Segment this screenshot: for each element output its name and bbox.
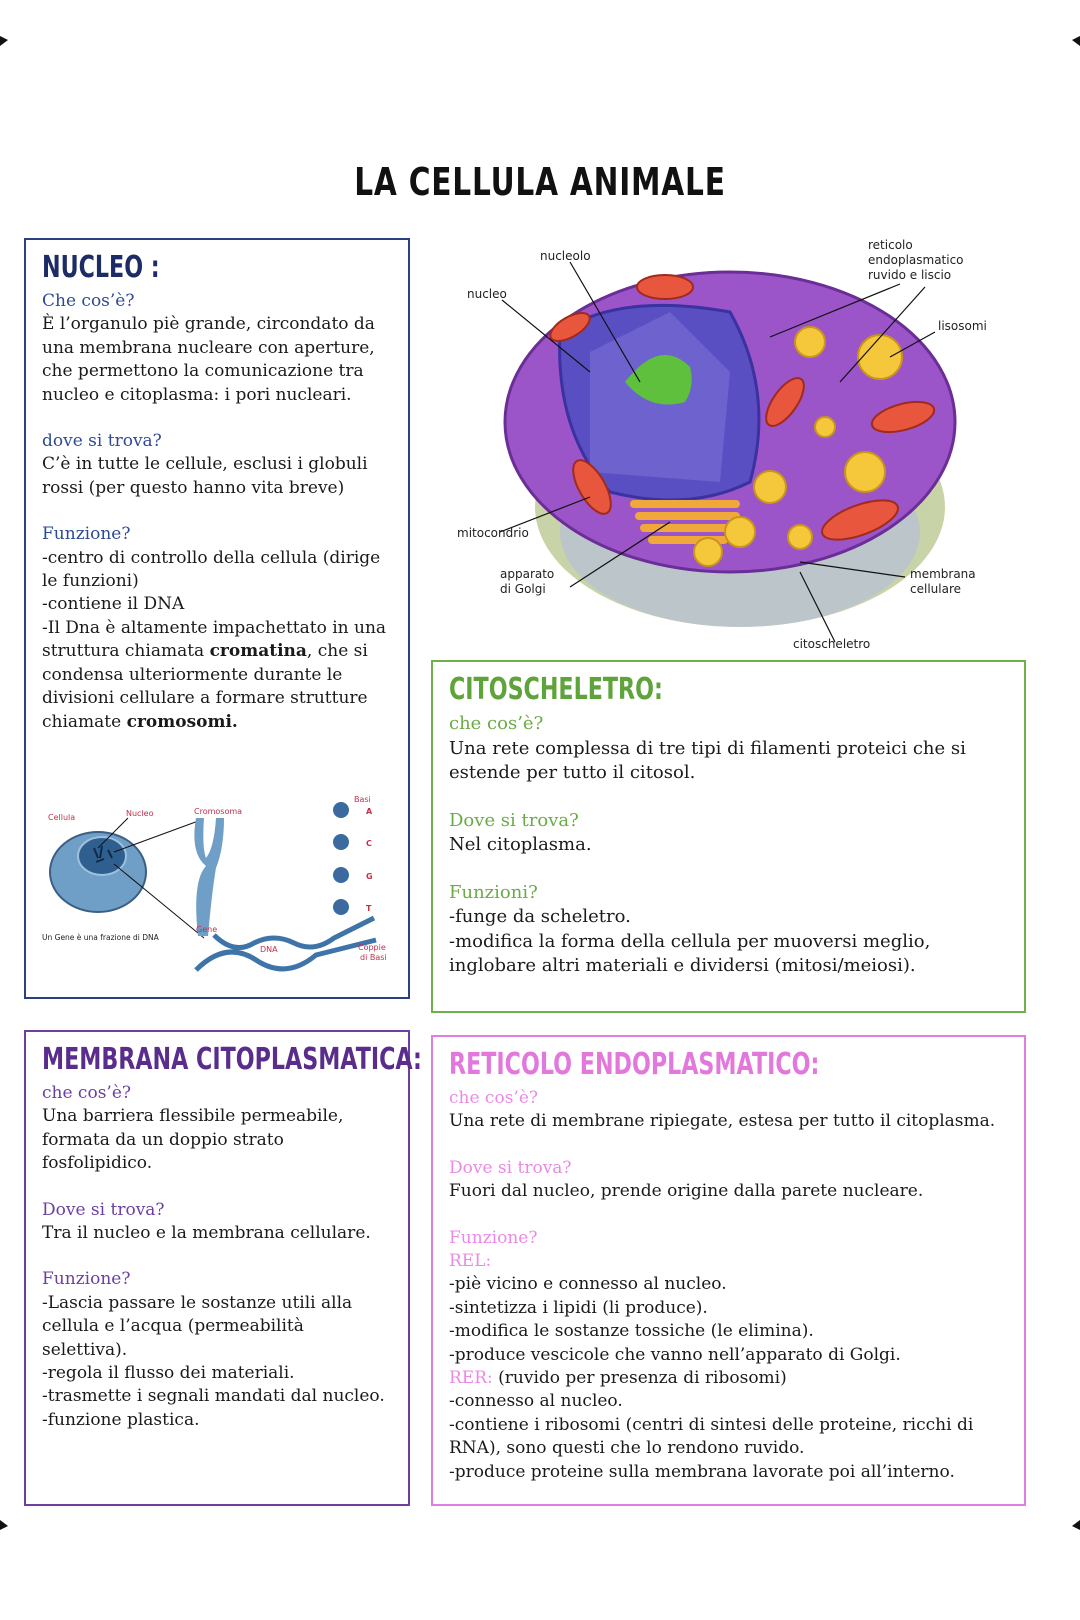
base-c: C (366, 839, 372, 848)
label-golgi-1: apparato (500, 567, 555, 581)
nucleo-function-3 (42, 617, 392, 734)
dna-diagram (36, 790, 400, 995)
corner-mark-bottom-left (0, 1520, 10, 1532)
label-mitocondrio: mitocondrio (457, 526, 529, 540)
reticolo-question-where: Dove si trova? (449, 1157, 572, 1178)
label-gene: Gene (196, 925, 218, 934)
dna-helix (196, 918, 376, 970)
citoscheletro-answer-where: Nel citoplasma. (449, 834, 592, 855)
rel-item-1: -piè vicino e connesso al nucleo. (449, 1274, 727, 1295)
rel-item-2: -sintetizza i lipidi (li produce). (449, 1297, 708, 1318)
citoscheletro-question-what: che cos’è? (449, 713, 544, 734)
label-nucleolo: nucleolo (540, 249, 591, 263)
chromosome-shape (194, 818, 224, 936)
rel-item-4: -produce vescicole che vanno nell’apparato di Golgi. (449, 1344, 901, 1365)
term-cromosomi: cromosomi. (126, 711, 238, 732)
nucleo-answer-what: È l’organulo piè grande, circondato da una membrana nucleare con aperture, che permettono la comunicazione tra nucleo e citoplasma: i pori nucleari. (42, 314, 375, 405)
citoscheletro-heading: CITOSCHELETRO: (449, 672, 663, 707)
rer-label: RER: (449, 1368, 493, 1389)
label-membrana-2: cellulare (910, 582, 961, 596)
nucleo-question-function: Funzione? (42, 524, 131, 545)
reticolo-answer-where: Fuori dal nucleo, prende origine dalla parete nucleare. (449, 1181, 924, 1202)
label-reticolo-1: reticolo (868, 238, 913, 252)
membrana-question-where: Dove si trova? (42, 1199, 165, 1220)
label-golgi-2: di Golgi (500, 582, 546, 596)
membrana-answer-what: Una barriera flessibile permeabile, formata da un doppio strato fosfolipidico. (42, 1106, 344, 1174)
nucleo-heading: NUCLEO : (42, 250, 160, 285)
citoscheletro-function-2: -modifica la forma della cellula per muoversi meglio, inglobare altri materiali e dividersi (mitosi/meiosi). (449, 930, 931, 976)
nucleus-shape (78, 837, 126, 875)
text: , che si condensa ulteriormente durante le divisioni cellulare a formare strutture chiamate (42, 641, 368, 732)
reticolo-question-what: che cos’è? (449, 1088, 538, 1108)
rel-item-3: -modifica le sostanze tossiche (le elimina). (449, 1321, 814, 1342)
citoscheletro-section (431, 660, 1026, 1013)
reticolo-question-function: Funzione? (449, 1227, 538, 1248)
animal-cell-diagram (440, 232, 1020, 657)
nucleo-question-where: dove si trova? (42, 431, 162, 452)
base-a: A (366, 807, 373, 816)
text: -Il Dna è altamente impachettato in una struttura chiamata (42, 617, 387, 662)
corner-mark-bottom-right (1070, 1520, 1080, 1532)
label-basi: Basi (354, 795, 371, 804)
rer-note: (ruvido per presenza di ribosomi) (492, 1368, 787, 1389)
label-cellula: Cellula (48, 813, 76, 822)
base-g: G (366, 872, 373, 881)
reticolo-answer-what: Una rete di membrane ripiegate, estesa per tutto il citoplasma. (449, 1111, 996, 1132)
nucleo-function-1: -centro di controllo della cellula (dirige le funzioni) (42, 547, 381, 592)
label-nucleo: nucleo (467, 287, 507, 301)
membrana-heading: MEMBRANA CITOPLASMATICA: (42, 1042, 422, 1077)
label-reticolo-2: endoplasmatico (868, 253, 964, 267)
rer-item-1: -connesso al nucleo. (449, 1391, 623, 1412)
membrana-question-what: che cos’è? (42, 1083, 131, 1103)
membrana-function-3: -trasmette i segnali mandati dal nucleo. (42, 1386, 385, 1407)
rer-item-3: -produce proteine sulla membrana lavorate poi all’interno. (449, 1461, 955, 1482)
membrana-function-2: -regola il flusso dei materiali. (42, 1363, 295, 1384)
rer-line (449, 1367, 1008, 1390)
label-lisosomi: lisosomi (938, 319, 987, 333)
term-cromatina: cromatina (209, 641, 307, 662)
corner-mark-right (1070, 36, 1080, 48)
citoscheletro-answer-what: Una rete complessa di tre tipi di filamenti proteici che si estende per tutto il citosol. (449, 737, 966, 783)
nucleo-question-what: Che cos’è? (42, 291, 135, 311)
membrana-function-4: -funzione plastica. (42, 1409, 200, 1430)
label-dna: DNA (260, 945, 278, 954)
reticolo-heading: RETICOLO ENDOPLASMATICO: (449, 1047, 820, 1082)
label-membrana-1: membrana (910, 567, 976, 581)
membrana-function-1: -Lascia passare le sostanze utili alla cellula e l’acqua (permeabilità selettiva). (42, 1292, 353, 1360)
label-cromosoma: Cromosoma (194, 807, 243, 816)
base-molecules (333, 802, 349, 915)
rer-item-2: -contiene i ribosomi (centri di sintesi delle proteine, ricchi di RNA), sono questi che lo rendono ruvido. (449, 1414, 974, 1459)
citoscheletro-question-where: Dove si trova? (449, 809, 579, 831)
page-title: LA CELLULA ANIMALE (354, 160, 726, 204)
nucleo-answer-where: C’è in tutte le cellule, esclusi i globuli rossi (per questo hanno vita breve) (42, 454, 368, 498)
reticolo-section (431, 1035, 1026, 1506)
citoscheletro-function-1: -funge da scheletro. (449, 906, 631, 927)
label-reticolo-3: ruvido e liscio (868, 268, 952, 282)
membrana-section (24, 1030, 422, 1506)
corner-mark-left (0, 36, 10, 48)
rel-label: REL: (449, 1251, 492, 1272)
label-coppie: Coppie (358, 943, 386, 952)
label-di-basi: di Basi (360, 953, 387, 962)
label-nucleo: Nucleo (126, 809, 154, 818)
base-t: T (366, 904, 372, 913)
membrana-answer-where: Tra il nucleo e la membrana cellulare. (42, 1223, 371, 1244)
nucleo-function-2: -contiene il DNA (42, 594, 185, 615)
label-gene-caption: Un Gene è una frazione di DNA (42, 933, 159, 942)
membrana-question-function: Funzione? (42, 1269, 131, 1290)
citoscheletro-question-function: Funzioni? (449, 881, 538, 903)
label-citoscheletro: citoscheletro (793, 637, 871, 651)
